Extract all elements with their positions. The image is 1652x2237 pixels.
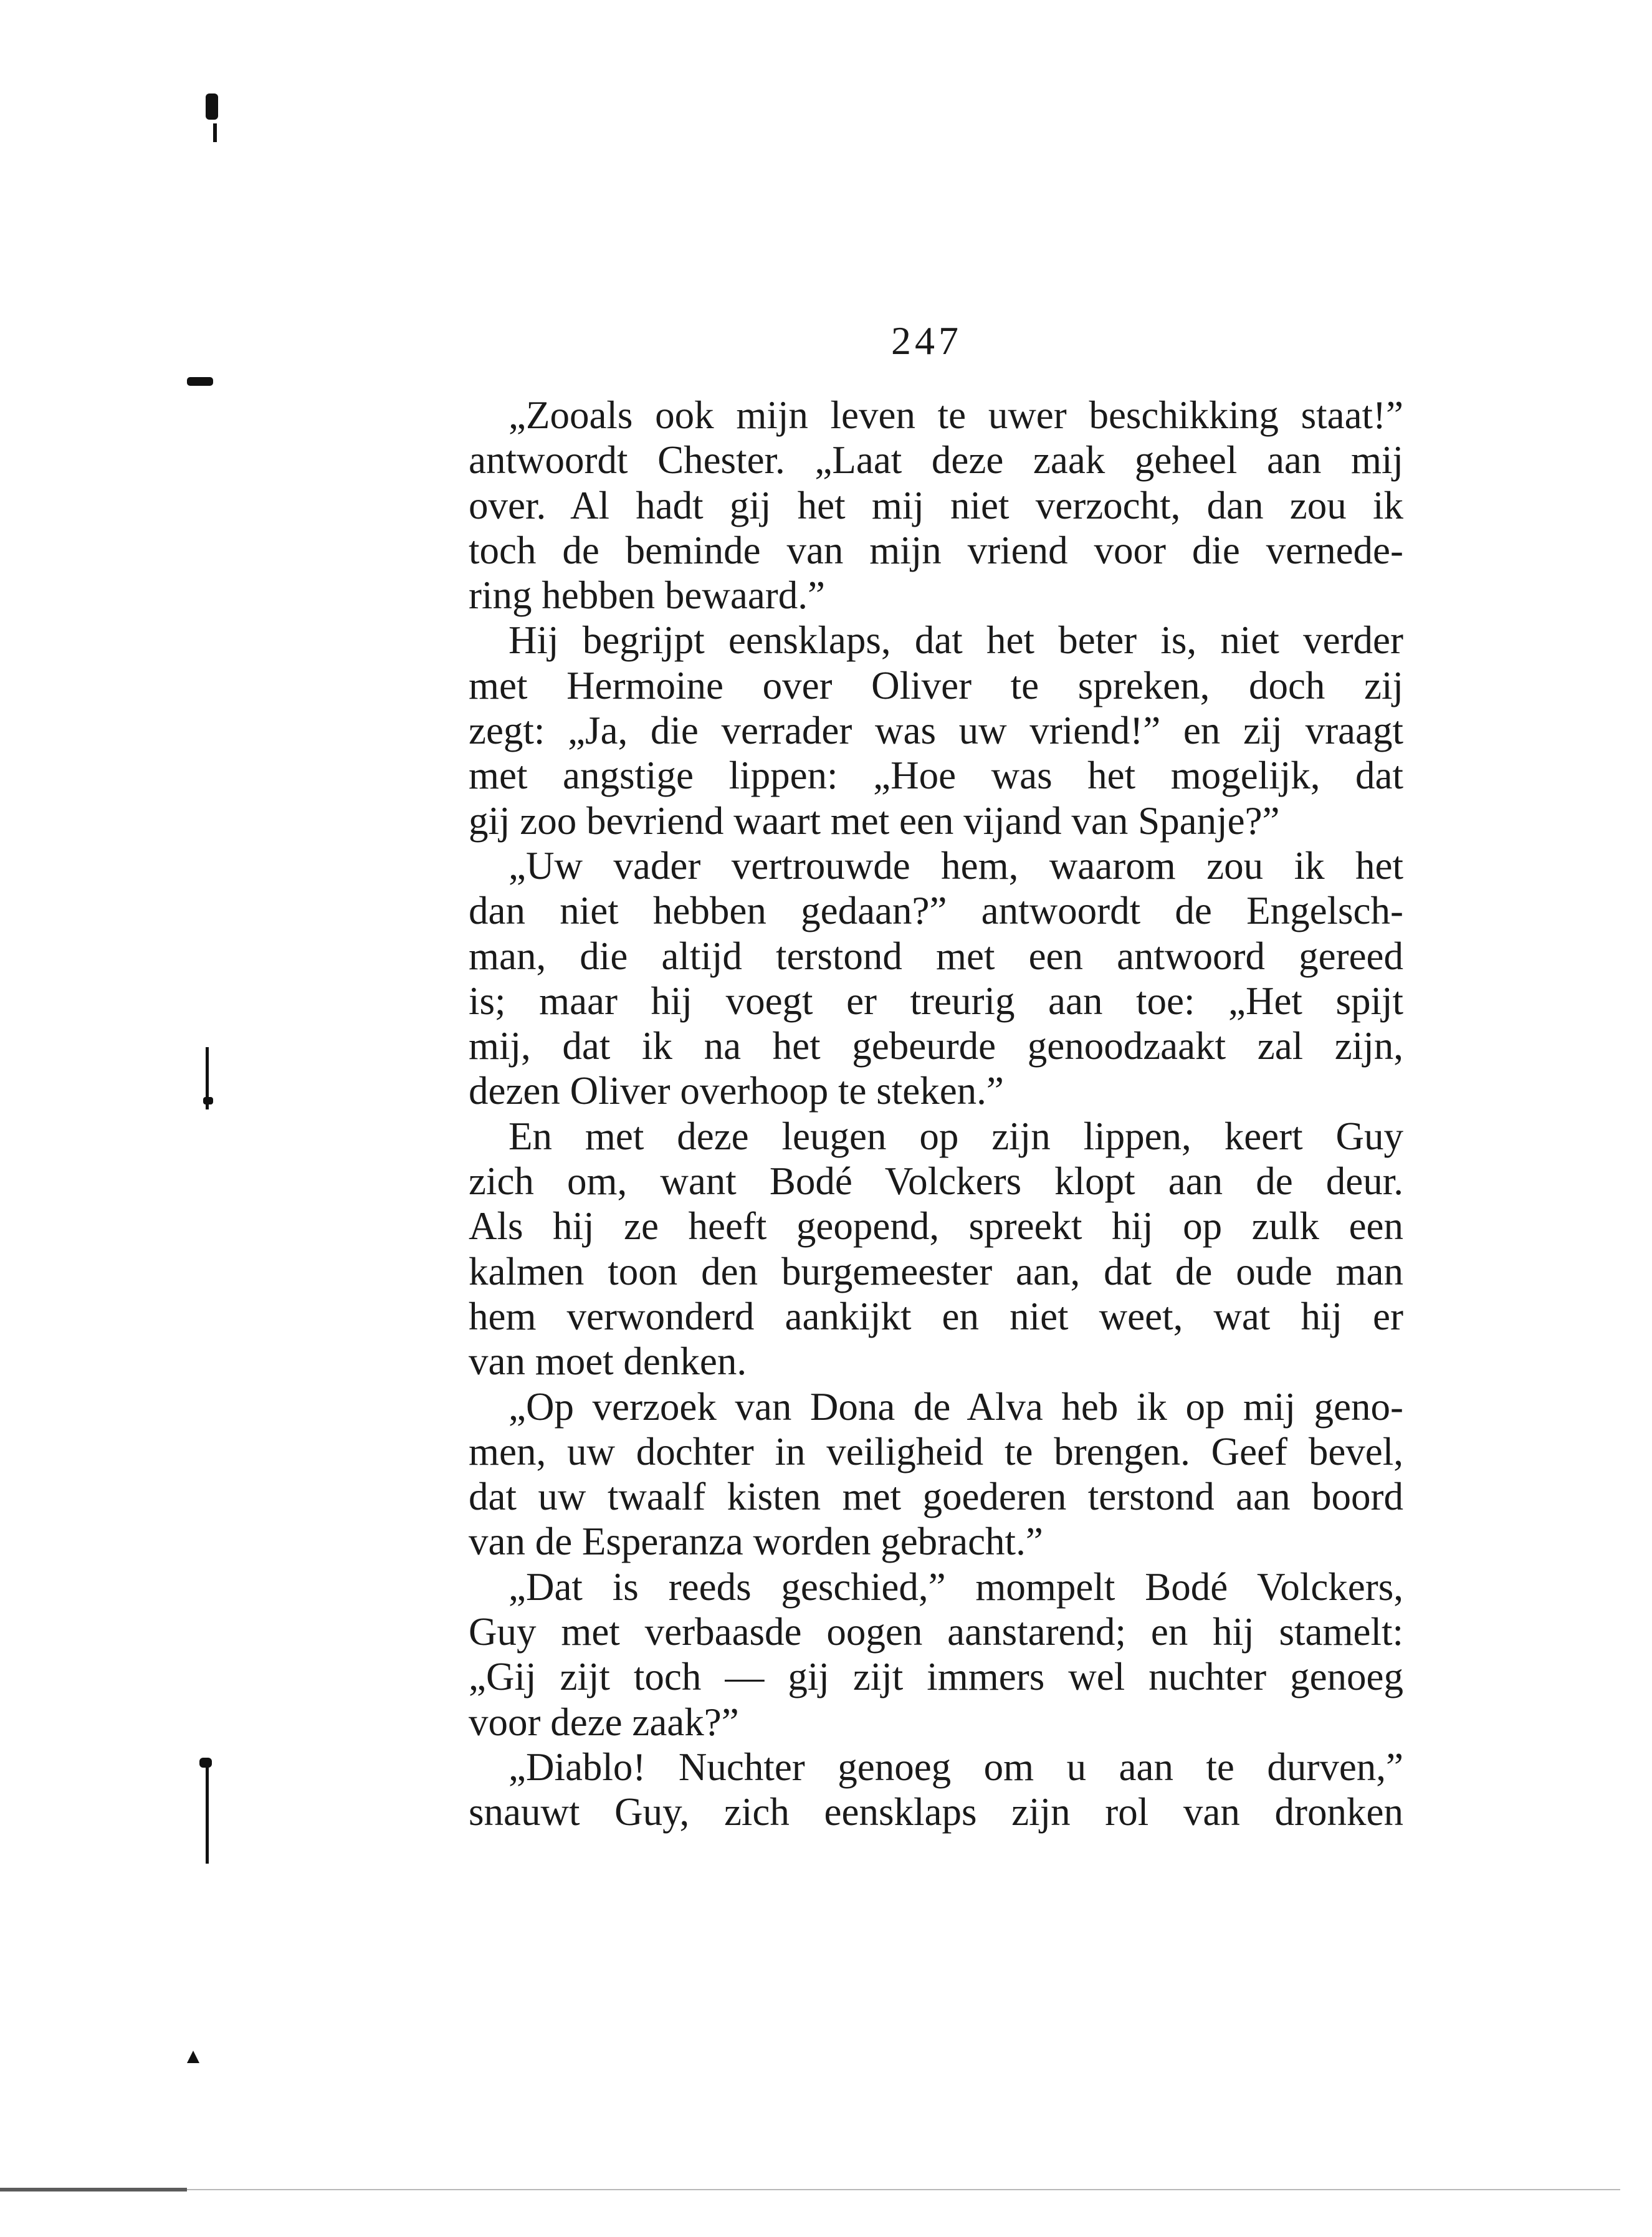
text-line: hem verwonderd aankijkt en niet weet, wat hij er: [469, 1294, 1403, 1338]
text-line: „Op verzoek van Dona de Alva heb ik op mij geno-: [508, 1384, 1403, 1429]
text-line: met Hermoine over Oliver te spreken, doch zij: [469, 663, 1403, 707]
text-line: snauwt Guy, zich eensklaps zijn rol van dronken: [469, 1790, 1403, 1834]
text-line: „Gij zijt toch — gij zijt immers wel nuchter genoeg: [469, 1655, 1403, 1699]
paragraph: [469, 1384, 1403, 1564]
text-line: Hij begrijpt eensklaps, dat het beter is, niet verder: [508, 618, 1403, 663]
scan-speck: [187, 377, 213, 386]
scan-edge-line: [0, 2188, 187, 2191]
body-text: [469, 393, 1403, 1835]
text-line: mij, dat ik na het gebeurde genoodzaakt zal zijn,: [469, 1024, 1403, 1068]
text-line: toch de beminde van mijn vriend voor die vernede-: [469, 528, 1403, 572]
text-line: „Diablo! Nuchter genoeg om u aan te durven,”: [508, 1745, 1403, 1789]
text-line: over. Al hadt gij het mij niet verzocht, dan zou ik: [469, 483, 1403, 527]
paragraph: [469, 843, 1403, 1114]
scan-speck: [187, 2051, 199, 2063]
scan-speck: [203, 1097, 213, 1104]
text-line: En met deze leugen op zijn lippen, keert Guy: [508, 1114, 1403, 1158]
text-line: antwoordt Chester. „Laat deze zaak geheel aan mij: [469, 438, 1403, 482]
paragraph: [469, 393, 1403, 618]
scan-speck: [206, 93, 218, 120]
scan-speck: [213, 123, 217, 142]
scan-speck: [206, 1764, 209, 1864]
page-number: 247: [891, 319, 962, 363]
paragraph: [469, 1114, 1403, 1384]
text-line: „Dat is reeds geschied,” mompelt Bodé Volckers,: [508, 1564, 1403, 1609]
paragraph: [469, 1564, 1403, 1745]
scan-edge-line: [187, 2189, 1620, 2190]
text-line: zegt: „Ja, die verrader was uw vriend!” en zij vraagt: [469, 709, 1403, 753]
text-line: „Uw vader vertrouwde hem, waarom zou ik het: [508, 843, 1403, 888]
text-line: gij zoo bevriend waart met een vijand van Spanje?”: [469, 798, 1280, 843]
text-line: men, uw dochter in veiligheid te brengen. Geef bevel,: [469, 1429, 1403, 1473]
text-line: is; maar hij voegt er treurig aan toe: „Het spijt: [469, 979, 1403, 1023]
text-line: van moet denken.: [469, 1339, 747, 1384]
text-line: van de Esperanza worden gebracht.”: [469, 1520, 1043, 1564]
text-line: kalmen toon den burgemeester aan, dat de oude man: [469, 1249, 1403, 1293]
text-line: „Zooals ook mijn leven te uwer beschikking staat!”: [508, 393, 1403, 437]
text-line: dat uw twaalf kisten met goederen terstond aan boord: [469, 1475, 1403, 1519]
text-line: voor deze zaak?”: [469, 1700, 739, 1744]
text-line: dezen Oliver overhoop te steken.”: [469, 1069, 1004, 1113]
text-line: met angstige lippen: „Hoe was het mogelijk, dat: [469, 754, 1403, 798]
paragraph: [469, 1745, 1403, 1835]
text-line: Als hij ze heeft geopend, spreekt hij op zulk een: [469, 1204, 1403, 1248]
paragraph: [469, 618, 1403, 843]
text-line: zich om, want Bodé Volckers klopt aan de deur.: [469, 1159, 1403, 1204]
text-line: ring hebben bewaard.”: [469, 573, 825, 618]
text-line: Guy met verbaasde oogen aanstarend; en hij stamelt:: [469, 1610, 1403, 1654]
text-line: man, die altijd terstond met een antwoord gereed: [469, 934, 1403, 978]
text-line: dan niet hebben gedaan?” antwoordt de Engelsch-: [469, 889, 1403, 933]
